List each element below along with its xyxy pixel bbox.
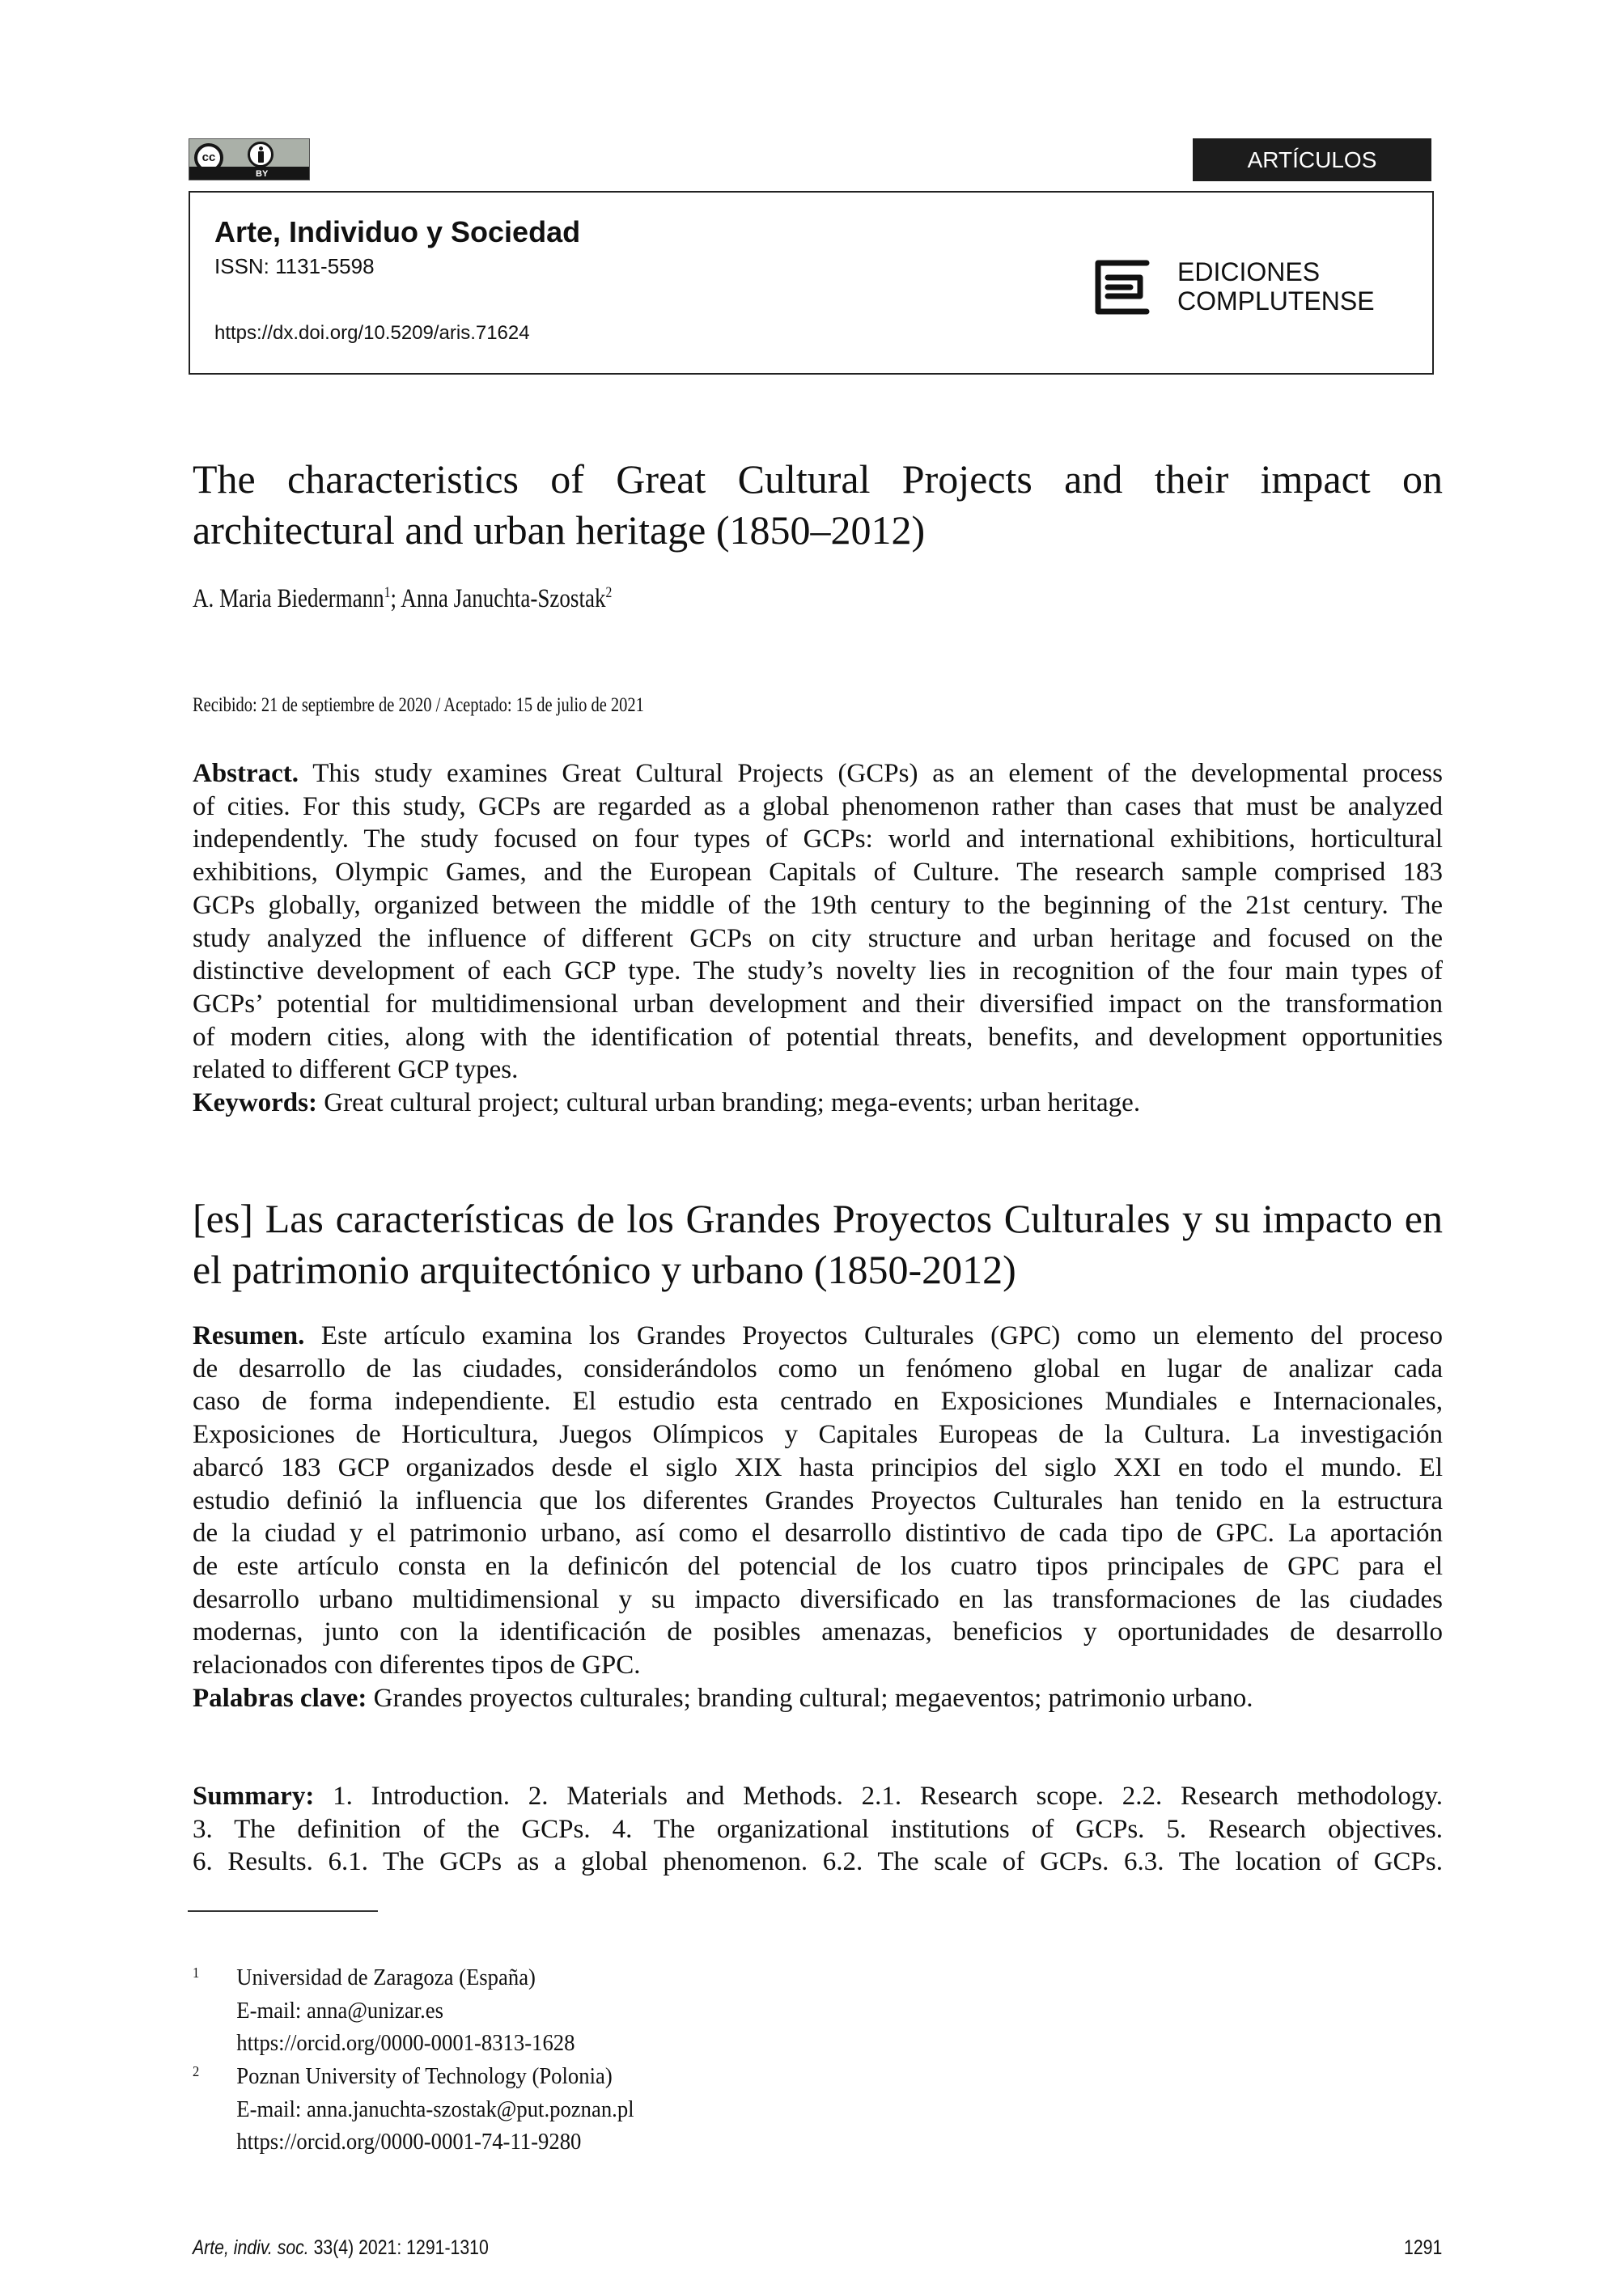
spanish-title <box>193 1193 1443 1295</box>
page-number: 1291 <box>1404 2236 1443 2259</box>
palabras-clave: Palabras clave: Grandes proyectos culturales; branding cultural; megaeventos; patrimonio urbano. <box>193 1683 1253 1713</box>
abstract-label: Abstract. <box>193 759 299 788</box>
palabras-clave-label: Palabras clave: <box>193 1683 367 1713</box>
cc-icon: cc <box>194 143 223 172</box>
resumen-line: caso de forma independiente. El estudio esta centrado en Exposiciones Mundiales e Internacionales, <box>193 1387 1443 1417</box>
footnote-affiliation: Poznan University of Technology (Polonia) <box>236 2063 613 2089</box>
spanish-title-line: el patrimonio arquitectónico y urbano (1850-2012) <box>193 1247 1016 1292</box>
resumen-line: de este artículo consta en la definicón del potencial de los cuatro tipos principales de GPC para el <box>193 1551 1443 1581</box>
abstract-line: independently. The study focused on four types of GCPs: world and international exhibitions, horticultural <box>193 824 1443 854</box>
author-name: A. Maria Biedermann <box>193 584 384 613</box>
abstract-line: GCPs globally, organized between the middle of the 19th century to the beginning of the 21st century. The <box>193 890 1443 920</box>
resumen-line: Exposiciones de Horticultura, Juegos Olímpicos y Capitales Europeas de la Cultura. La investigación <box>193 1420 1443 1450</box>
cc-by-license-badge[interactable] <box>189 138 310 180</box>
footnote-email[interactable]: E-mail: anna.januchta-szostak@put.poznan.pl <box>236 2096 634 2122</box>
spanish-title-line: [es] Las características de los Grandes Proyectos Culturales y su impacto en <box>193 1196 1443 1241</box>
resumen-line: de desarrollo de las ciudades, considerándolos como un fenómeno global en lugar de analizar cada <box>193 1354 1443 1384</box>
abstract-line: distinctive development of each GCP type. The study’s novelty lies in recognition of the four main types of <box>193 956 1443 986</box>
footnote-number: 2 <box>193 2063 200 2079</box>
abstract-line: study analyzed the influence of different GCPs on city structure and urban heritage and focused on the <box>193 923 1443 953</box>
abstract-line: GCPs’ potential for multidimensional urban development and their diversified impact on the transformation <box>193 989 1443 1019</box>
summary-label: Summary: <box>193 1782 315 1811</box>
journal-issn: ISSN: 1131-5598 <box>214 254 375 278</box>
resumen-line: de la ciudad y el patrimonio urbano, así como el desarrollo distintivo de cada tipo de GPC. La aportación <box>193 1519 1443 1549</box>
doi-link[interactable]: https://dx.doi.org/10.5209/aris.71624 <box>214 322 530 344</box>
resumen <box>193 1320 1443 1714</box>
abstract <box>193 757 1443 1120</box>
resumen-line: relacionados con diferentes tipos de GPC. <box>193 1651 641 1681</box>
abstract-line: Abstract. This study examines Great Cultural Projects (GCPs) as an element of the developmental process <box>193 759 1443 788</box>
publisher-line-2: COMPLUTENSE <box>1177 286 1375 316</box>
resumen-line: Resumen. Este artículo examina los Grandes Proyectos Culturales (GPC) como un elemento del proceso <box>193 1321 1443 1350</box>
author-separator: ; <box>390 584 401 613</box>
abstract-line: related to different GCP types. <box>193 1055 519 1085</box>
article-title <box>193 454 1443 556</box>
footnote-separator <box>188 1910 378 1912</box>
abstract-line: of cities. For this study, GCPs are regarded as a global phenomenon rather than cases that must be analyzed <box>193 791 1443 821</box>
received-accepted-dates: Recibido: 21 de septiembre de 2020 / Aceptado: 15 de julio de 2021 <box>193 694 644 716</box>
summary-line: Summary: 1. Introduction. 2. Materials and Methods. 2.1. Research scope. 2.2. Research methodology. <box>193 1782 1443 1811</box>
footnote-email[interactable]: E-mail: anna@unizar.es <box>236 1997 443 2024</box>
publisher-line-1: EDICIONES <box>1177 257 1321 286</box>
summary <box>193 1780 1443 1879</box>
abstract-line: exhibitions, Olympic Games, and the European Capitals of Culture. The research sample comprised 183 <box>193 858 1443 888</box>
attribution-person-icon <box>248 142 273 167</box>
author-footnote-ref[interactable]: 1 <box>384 584 391 601</box>
resumen-line: abarcó 183 GCP organizados desde el siglo XIX hasta principios del siglo XXI en todo el mundo. El <box>193 1452 1443 1482</box>
footnote-affiliation: Universidad de Zaragoza (España) <box>236 1965 536 1990</box>
citation-details: 33(4) 2021: 1291-1310 <box>308 2236 489 2259</box>
keywords-label: Keywords: <box>193 1088 317 1118</box>
publisher-name <box>1177 257 1375 316</box>
footer-citation <box>193 2236 489 2260</box>
section-label: ARTÍCULOS <box>1193 138 1431 181</box>
resumen-line: modernas, junto con la identificación de posibles amenazas, beneficios y oportunidades de desarrollo <box>193 1617 1443 1647</box>
author-name: Anna Januchta-Szostak <box>401 584 606 613</box>
by-label: BY <box>256 169 269 179</box>
author-footnote-ref[interactable]: 2 <box>605 584 613 601</box>
article-title-line: architectural and urban heritage (1850–2012) <box>193 507 926 553</box>
summary-line: 3. The definition of the GCPs. 4. The organizational institutions of GCPs. 5. Research objectives. <box>193 1814 1443 1844</box>
article-title-line: The characteristics of Great Cultural Projects and their impact on <box>193 456 1443 502</box>
resumen-label: Resumen. <box>193 1321 305 1350</box>
ediciones-complutense-logo-icon <box>1095 260 1150 315</box>
resumen-line: estudio definió la influencia que los diferentes Grandes Proyectos Culturales han tenido en la estructura <box>193 1486 1443 1515</box>
keywords: Keywords: Great cultural project; cultural urban branding; mega-events; urban heritage. <box>193 1088 1141 1118</box>
abstract-line: of modern cities, along with the identification of potential threats, benefits, and development opportunities <box>193 1022 1443 1052</box>
footnote-number: 1 <box>193 1965 200 1981</box>
footnote-orcid-link[interactable]: https://orcid.org/0000-0001-8313-1628 <box>236 2030 575 2057</box>
summary-line: 6. Results. 6.1. The GCPs as a global phenomenon. 6.2. The scale of GCPs. 6.3. The location of GCPs. <box>193 1847 1443 1877</box>
journal-title: Arte, Individuo y Sociedad <box>214 215 581 248</box>
authors <box>193 584 612 614</box>
journal-abbreviation: Arte, indiv. soc. <box>193 2236 309 2259</box>
badge-band <box>189 167 309 180</box>
footnote-orcid-link[interactable]: https://orcid.org/0000-0001-74-11-9280 <box>236 2129 582 2155</box>
resumen-line: desarrollo urbano multidimensional y su impacto diversificado en las transformaciones de las ciudades <box>193 1584 1443 1614</box>
